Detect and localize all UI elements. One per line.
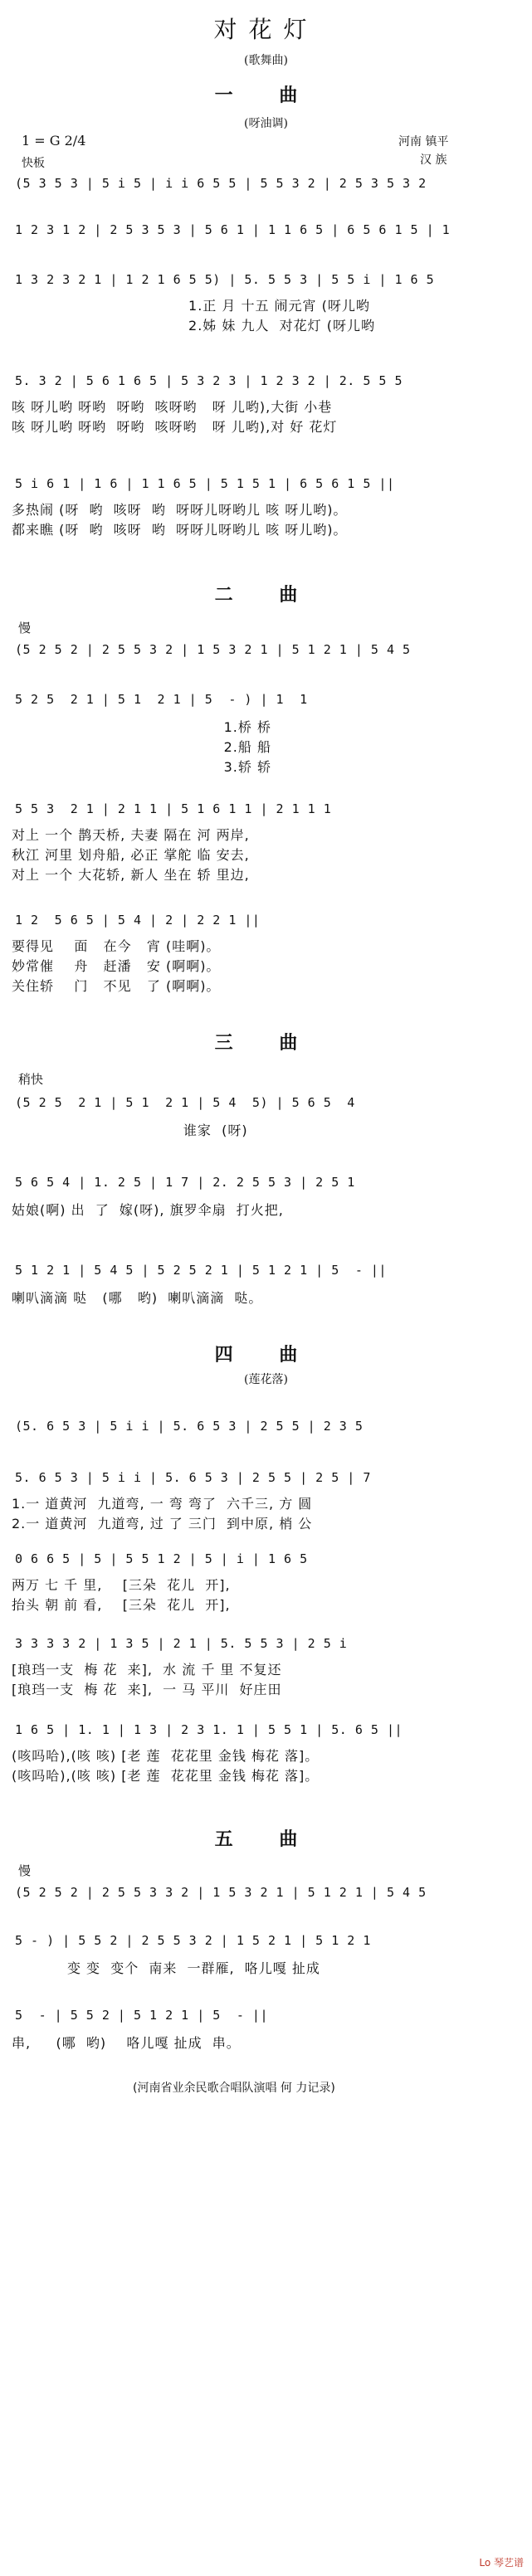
section-heading-4: 四 曲 — [214, 1344, 318, 1366]
watermark-logo: Lo 琴艺谱 — [479, 2557, 524, 2569]
lyric-line: 3.轿 轿 — [12, 759, 271, 775]
music-line: 5 5 3 2 1 | 2 1 1 | 5 1 6 1 1 | 2 1 1 1 — [15, 801, 332, 816]
lyric-line: 咳 呀儿哟 呀哟 呀哟 咳呀哟 呀 儿哟),对 好 花灯 — [12, 419, 338, 435]
region-label: 河南 镇平 — [398, 135, 449, 149]
music-line: 1 3 2 3 2 1 | 1 2 1 6 5 5) | 5. 5 5 3 | 5 5 i | 1 6 5 — [15, 272, 435, 287]
music-line: (5. 6 5 3 | 5 i i | 5. 6 5 3 | 2 5 5 | 2 3 5 — [15, 1419, 364, 1434]
lyric-line: 2.一 道黄河 九道弯, 过 了 三门 到中原, 梢 公 — [12, 1516, 313, 1531]
music-line: 5 i 6 1 | 1 6 | 1 1 6 5 | 5 1 5 1 | 6 5 6 1 5 || — [15, 476, 395, 491]
lyric-line: 串, (哪 哟) 咯儿嘎 扯成 串。 — [12, 2035, 241, 2051]
music-line: 5 - ) | 5 5 2 | 2 5 5 3 2 | 1 5 2 1 | 5 1 2 1 — [15, 1933, 371, 1948]
lyric-line: 喇叭滴滴 哒 (哪 哟) 喇叭滴滴 哒。 — [12, 1290, 263, 1306]
lyric-line: 1.正 月 十五 闹元宵 (呀儿哟 — [12, 298, 370, 314]
lyric-line: 关住轿 门 不见 了 (啊啊)。 — [12, 978, 221, 994]
section-subtitle-4: (莲花落) — [244, 1373, 288, 1386]
section-heading-1: 一 曲 — [214, 85, 318, 106]
section-heading-2: 二 曲 — [214, 584, 318, 606]
lyric-line: 姑娘(啊) 出 了 嫁(呀), 旗罗伞扇 打火把, — [12, 1202, 284, 1218]
lyric-line: 2.姊 妹 九人 对花灯 (呀儿哟 — [12, 318, 375, 334]
lyric-line: 妙常催 舟 赶潘 安 (啊啊)。 — [12, 958, 221, 974]
music-line: 3 3 3 3 2 | 1 3 5 | 2 1 | 5. 5 5 3 | 2 5 i — [15, 1636, 348, 1651]
lyric-line: 多热闹 (呀 哟 咳呀 哟 呀呀儿呀哟儿 咳 呀儿哟)。 — [12, 502, 348, 518]
section-subtitle-1: (呀油调) — [244, 117, 288, 130]
song-genre: (歌舞曲) — [244, 54, 288, 67]
lyric-line: 对上 一个 鹊天桥, 夫妻 隔在 河 两岸, — [12, 827, 250, 843]
lyric-line: 都来瞧 (呀 哟 咳呀 哟 呀呀儿呀哟儿 咳 呀儿哟)。 — [12, 522, 348, 538]
tempo-marking-2: 慢 — [18, 621, 32, 635]
lyric-line: [琅珰一支 梅 花 来], 水 流 千 里 不复还 — [12, 1662, 282, 1678]
music-line: 5. 3 2 | 5 6 1 6 5 | 5 3 2 3 | 1 2 3 2 | 2. 5 5 5 — [15, 373, 403, 388]
credit-line: (河南省业余民歌合唱队演唱 何 力记录) — [133, 2082, 335, 2095]
music-line: 5. 6 5 3 | 5 i i | 5. 6 5 3 | 2 5 5 | 2 5 | 7 — [15, 1470, 371, 1485]
music-line: 5 6 5 4 | 1. 2 5 | 1 7 | 2. 2 5 5 3 | 2 5 1 — [15, 1175, 355, 1190]
music-line: 1 2 5 6 5 | 5 4 | 2 | 2 2 1 || — [15, 913, 261, 928]
lyric-line: 抬头 朝 前 看, [三朵 花儿 开], — [12, 1597, 231, 1613]
music-line: (5 2 5 2 | 2 5 5 3 2 | 1 5 3 2 1 | 5 1 2 1 | 5 4 5 — [15, 642, 411, 657]
lyric-line: 秋江 河里 划舟船, 必正 掌舵 临 安去, — [12, 847, 250, 863]
lyric-line: 2.船 船 — [12, 739, 271, 755]
tempo-marking-3: 稍快 — [18, 1072, 44, 1087]
section-heading-5: 五 曲 — [214, 1829, 318, 1850]
music-line: 1 2 3 1 2 | 2 5 3 5 3 | 5 6 1 | 1 1 6 5 | 6 5 6 1 5 | 1 — [15, 222, 451, 237]
lyric-line: (咳吗哈),(咳 咳) [老 莲 花花里 金钱 梅花 落]。 — [12, 1768, 320, 1784]
lyric-line: 两万 七 千 里, [三朵 花儿 开], — [12, 1577, 231, 1593]
lyric-line: 咳 呀儿哟 呀哟 呀哟 咳呀哟 呀 儿哟),大街 小巷 — [12, 399, 333, 415]
lyric-line: 1.桥 桥 — [12, 719, 271, 735]
nation-label: 汉 族 — [420, 153, 447, 167]
lyric-line: 对上 一个 大花轿, 新人 坐在 轿 里边, — [12, 867, 250, 883]
section-heading-3: 三 曲 — [214, 1032, 318, 1054]
lyric-line: 1.一 道黄河 九道弯, 一 弯 弯了 六千三, 方 圆 — [12, 1496, 313, 1512]
music-line: 5 - | 5 5 2 | 5 1 2 1 | 5 - || — [15, 2008, 268, 2023]
tempo-marking-5: 慢 — [18, 1863, 32, 1878]
music-line: 0 6 6 5 | 5 | 5 5 1 2 | 5 | i | 1 6 5 — [15, 1551, 308, 1566]
music-line: (5 2 5 2 1 | 5 1 2 1 | 5 4 5) | 5 6 5 4 — [15, 1095, 355, 1110]
key-signature: 1 = G 2/4 — [22, 133, 86, 149]
music-line: 1 6 5 | 1. 1 | 1 3 | 2 3 1. 1 | 5 5 1 | 5. 6 5 || — [15, 1722, 403, 1737]
music-line: 5 2 5 2 1 | 5 1 2 1 | 5 - ) | 1 1 — [15, 692, 308, 707]
lyric-line: (咳吗哈),(咳 咳) [老 莲 花花里 金钱 梅花 落]。 — [12, 1748, 320, 1764]
lyric-line: 变 变 变个 南来 一群雁, 咯儿嘎 扯成 — [12, 1960, 320, 1976]
lyric-line: [琅珰一支 梅 花 来], 一 马 平川 好庄田 — [12, 1682, 282, 1697]
music-line: 5 1 2 1 | 5 4 5 | 5 2 5 2 1 | 5 1 2 1 | 5 - || — [15, 1263, 387, 1278]
song-title: 对花灯 — [213, 16, 319, 43]
music-line: (5 2 5 2 | 2 5 5 3 3 2 | 1 5 3 2 1 | 5 1 2 1 | 5 4 5 — [15, 1885, 427, 1900]
tempo-marking-1: 快板 — [22, 157, 45, 170]
music-line: (5 3 5 3 | 5 i 5 | i i 6 5 5 | 5 5 3 2 | 2 5 3 5 3 2 — [15, 176, 427, 191]
lyric-line: 要得见 面 在今 宵 (哇啊)。 — [12, 938, 221, 954]
lyric-line: 谁家 (呀) — [12, 1122, 248, 1138]
